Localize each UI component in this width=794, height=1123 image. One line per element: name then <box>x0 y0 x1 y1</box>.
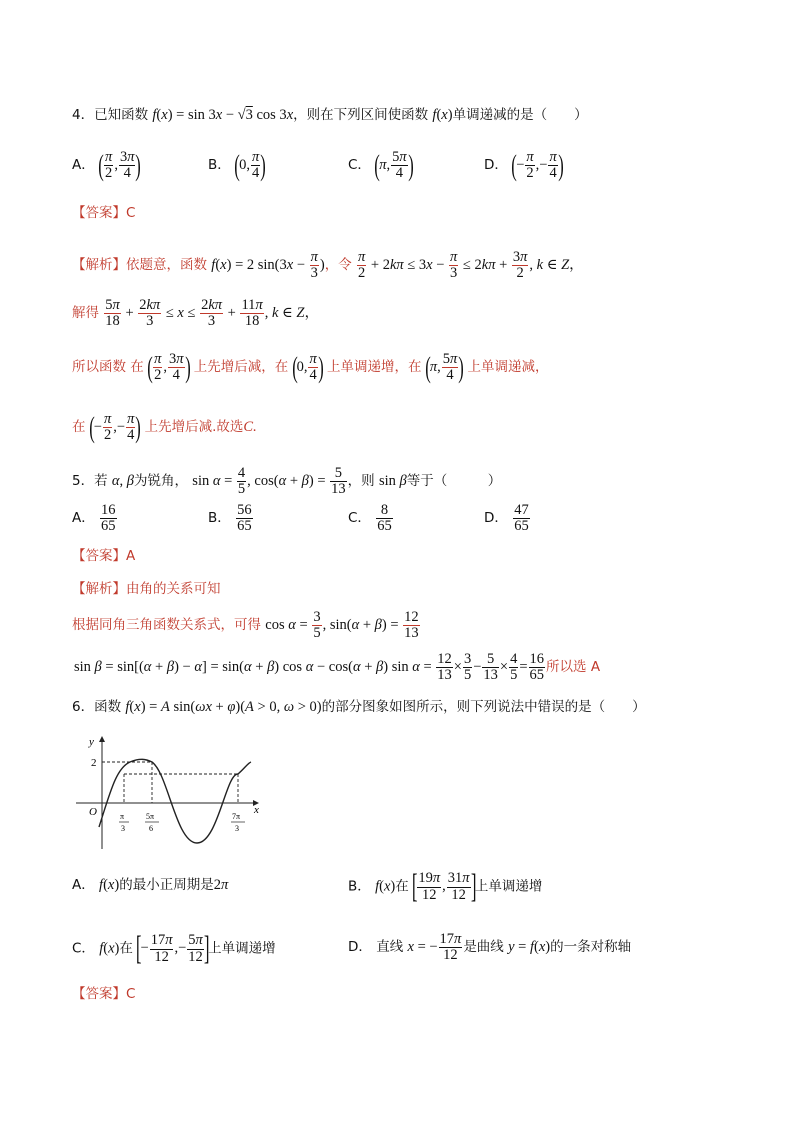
tick-label-1-den: 3 <box>121 824 125 833</box>
q6-graph <box>72 733 262 853</box>
q5-option-d[interactable]: D． $\frac{47}{65}$ <box>484 502 529 535</box>
q5-analysis-line3: sin β = sin[(α + β) − α] = sin(α + β) cos α − cos(α + β) sin α = $\frac{12}{13}$ × $\frac{3}{5}$ − $\frac{5}{13}$ × $\frac{4}{5}$ = $\frac{16}{65}$ 所以选 A <box>74 651 601 684</box>
sine-graph <box>72 733 262 853</box>
q5-option-a[interactable]: A． $\frac{16}{65}$ <box>72 502 116 535</box>
graph-label-origin: O <box>89 806 97 818</box>
graph-label-x: x <box>254 804 259 816</box>
q5-analysis-line1: 【解析】由角的关系可知 <box>72 581 221 597</box>
q6-stem: 6．函数 f(x) = A sin(ωx + φ)(A > 0, ω > 0)的部分图象如图所示，则下列说法中错误的是（ ） <box>72 699 646 715</box>
q6-option-d[interactable]: D． 直线 x = − $\frac{17\pi}{12}$ 是曲线 y = f(x)的一条对称轴 <box>348 931 632 964</box>
graph-label-y: y <box>89 736 94 748</box>
q4-option-c[interactable]: C． (π, $\frac{5\pi}{4}$ ) <box>348 148 414 182</box>
q5-answer: 【答案】A <box>72 548 136 564</box>
tick-label-3-den: 3 <box>235 824 239 833</box>
q4-stem: 4．已知函数 f(x) = sin 3x − √3 cos 3x，则在下列区间使函数 f(x)单调递减的是（ ） <box>72 107 588 123</box>
tick-label-2-den: 6 <box>149 824 153 833</box>
q5-option-b[interactable]: B． $\frac{56}{65}$ <box>208 502 252 535</box>
q6-option-a[interactable]: A． f(x)的最小正周期是2π <box>72 877 229 893</box>
q4-option-b[interactable]: B． (0, $\frac{\pi}{4}$ ) <box>208 148 266 182</box>
q5-analysis-line2: 根据同角三角函数关系式，可得 cos α = $\frac{3}{5}$ , sin(α + β) = $\frac{12}{13}$ <box>72 609 419 642</box>
q6-option-b[interactable]: B． f(x)在 [ $\frac{19\pi}{12}$ , $\frac{31\pi}{12}$ ]上单调递增 <box>348 868 543 905</box>
q5-option-c[interactable]: C． $\frac{8}{65}$ <box>348 502 392 535</box>
graph-label-two: 2 <box>91 757 97 769</box>
q6-answer: 【答案】C <box>72 986 136 1002</box>
tick-label-2-num: 5π <box>146 812 155 821</box>
q4-option-a[interactable]: A． ( $\frac{\pi}{2}$ , $\frac{3\pi}{4}$ ) <box>72 148 142 182</box>
q4-analysis-line2: 解得 $\frac{5\pi}{18}$ + $\frac{2k\pi}{3}$ ≤ x ≤ $\frac{2k\pi}{3}$ + $\frac{11\pi}{18}$ , k ∈ Z， <box>72 297 319 330</box>
q4-analysis-line1: 【解析】依题意，函数 f(x) = 2 sin(3x − $\frac{\pi}{3}$ )，令 $\frac{\pi}{2}$ + 2kπ ≤ 3x − $\frac{\pi}{3}$ ≤ 2kπ + $\frac{3\pi}{2}$ , k ∈ Z， <box>72 249 584 282</box>
q4-option-d[interactable]: D． (− $\frac{\pi}{2}$ ,− $\frac{\pi}{4}$ ) <box>484 148 564 182</box>
q6-option-c[interactable]: C． f(x)在 [− $\frac{17\pi}{12}$ ,− $\frac{5\pi}{12}$ ]上单调递增 <box>72 930 276 967</box>
q4-analysis-line4: 在 (− $\frac{\pi}{2}$ ,− $\frac{\pi}{4}$ ) 上先增后减.故选C. <box>72 410 257 444</box>
q5-stem: 5．若 α, β为锐角， sin α = $\frac{4}{5}$ , cos(α + β) = $\frac{5}{13}$ ，则 sin β等于（ ） <box>72 465 502 498</box>
q4-analysis-line3: 所以函数 在 ( $\frac{\pi}{2}$ , $\frac{3\pi}{4}$ ) 上先增后减，在 (0, $\frac{\pi}{4}$ ) 上单调递增，在 (π, $\frac{5\pi}{4}$ ) 上单调递减， <box>72 350 549 384</box>
tick-label-3-num: 7π <box>232 812 241 821</box>
tick-label-1-num: π <box>120 812 125 821</box>
q4-answer: 【答案】C <box>72 205 136 221</box>
